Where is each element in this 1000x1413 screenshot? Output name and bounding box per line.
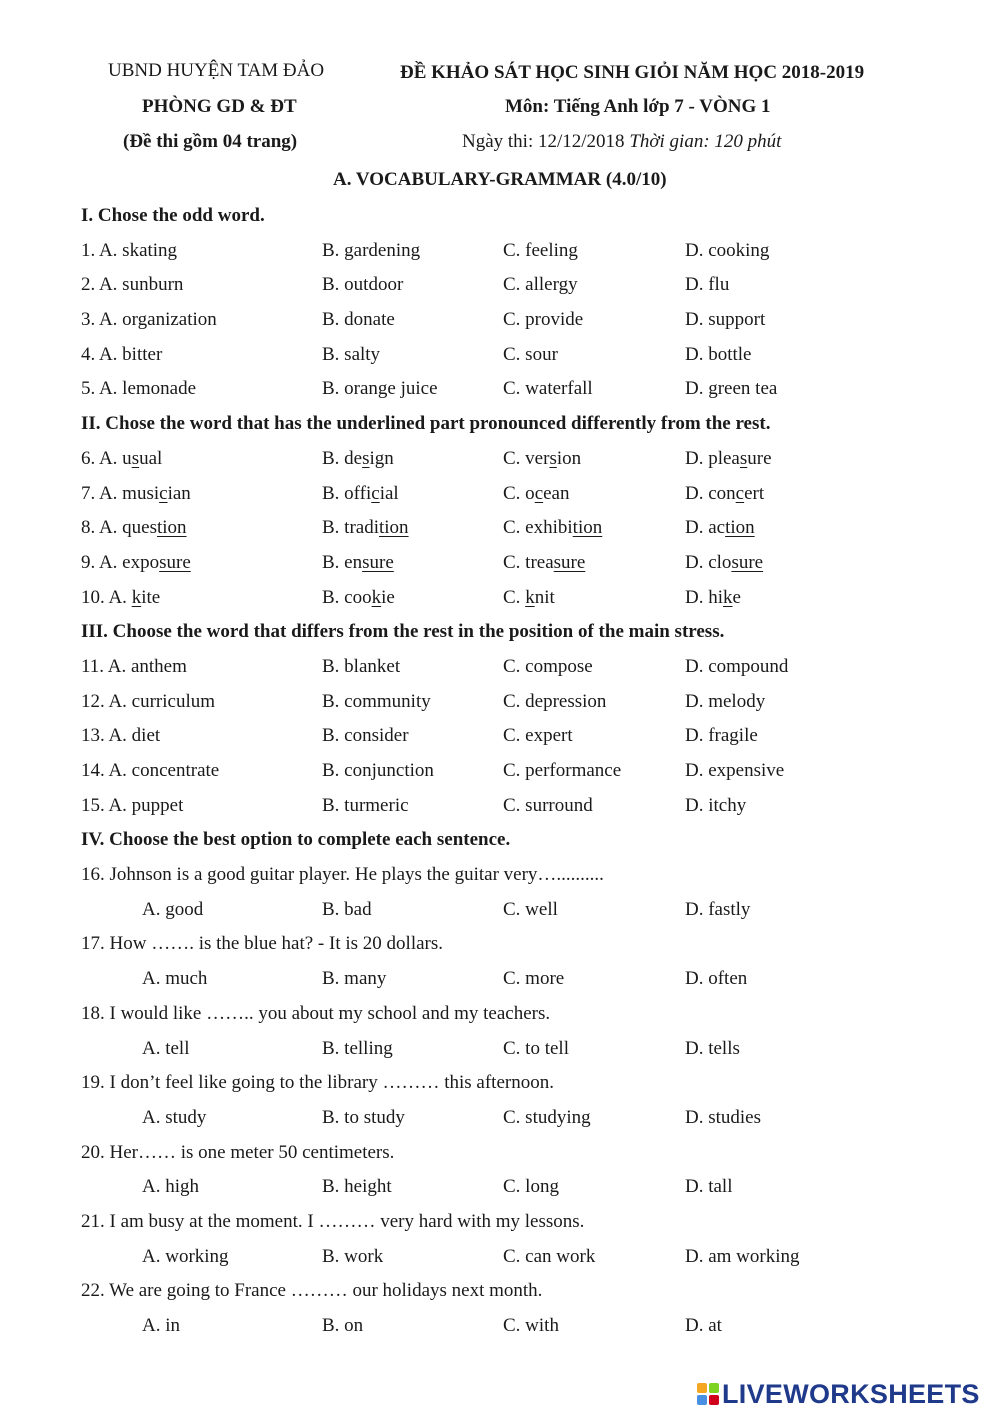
answer-option[interactable] <box>322 650 400 685</box>
option-text: C. expert <box>503 725 573 747</box>
option-text: 3. A. organization <box>81 309 217 331</box>
question-options-row <box>81 372 961 407</box>
question-options-row <box>81 546 961 581</box>
answer-option[interactable] <box>685 719 758 754</box>
answer-option[interactable] <box>142 1032 190 1067</box>
option-text: B. conjunction <box>322 760 434 781</box>
answer-option[interactable] <box>81 685 215 720</box>
answer-option[interactable] <box>322 1101 405 1136</box>
answer-option[interactable] <box>503 1309 559 1344</box>
answer-option[interactable] <box>685 1240 800 1275</box>
option-text: D. support <box>685 309 766 331</box>
question-options-row <box>81 893 961 928</box>
answer-option[interactable] <box>685 442 772 477</box>
answer-option[interactable] <box>503 303 583 338</box>
option-text: 10. A. <box>81 586 132 608</box>
answer-option[interactable] <box>685 685 765 720</box>
answer-option[interactable] <box>81 546 191 581</box>
answer-option[interactable] <box>81 372 196 407</box>
answer-option[interactable] <box>322 789 409 824</box>
question-stem: 18. I would like …….. you about my school and my teachers. <box>81 1002 551 1024</box>
option-text: e <box>732 586 741 608</box>
answer-option[interactable] <box>142 1101 206 1136</box>
section-title: I. Chose the odd word. <box>81 205 265 226</box>
question-options-row <box>81 1101 961 1136</box>
option-text: 2. A. sunburn <box>81 274 184 296</box>
underlined-part: c <box>371 482 380 504</box>
option-text: 15. A. puppet <box>81 794 184 816</box>
answer-option[interactable] <box>322 268 403 303</box>
answer-option[interactable] <box>81 303 217 338</box>
exam-subject: Môn: Tiếng Anh lớp 7 - VÒNG 1 <box>505 96 771 117</box>
option-text: B. bad <box>322 898 372 920</box>
option-text: ite <box>141 586 161 608</box>
option-text: A. working <box>142 1245 229 1267</box>
underlined-part: k <box>371 586 382 608</box>
option-text: B. coo <box>322 586 372 608</box>
section-title: IV. Choose the best option to complete each sentence. <box>81 829 511 851</box>
answer-option[interactable] <box>685 1032 740 1067</box>
option-text: B. to study <box>322 1106 405 1128</box>
answer-option[interactable] <box>322 893 372 928</box>
underlined-part: s <box>739 447 748 469</box>
answer-option[interactable] <box>685 303 765 338</box>
answer-option[interactable] <box>503 1032 569 1067</box>
answer-option[interactable] <box>503 962 564 997</box>
underlined-part: c <box>735 482 745 504</box>
answer-option[interactable] <box>503 1240 595 1275</box>
answer-option[interactable] <box>322 234 420 269</box>
option-text: 14. A. concentrate <box>81 760 220 781</box>
option-text: A. tell <box>142 1037 190 1059</box>
underlined-part: tion <box>379 517 409 539</box>
answer-option[interactable] <box>685 372 777 407</box>
option-text: D. cooking <box>685 239 770 261</box>
section-a-title: A. VOCABULARY-GRAMMAR (4.0/10) <box>333 169 667 190</box>
underlined-part: tion <box>725 517 755 539</box>
option-text: A. high <box>142 1176 199 1198</box>
underlined-part: tion <box>572 517 603 539</box>
option-text: D. bottle <box>685 343 752 365</box>
answer-option[interactable] <box>503 546 585 581</box>
option-text: B. tradi <box>322 517 379 539</box>
option-text: 13. A. diet <box>81 725 161 747</box>
option-text: 8. A. ques <box>81 517 157 539</box>
question-options-row <box>81 754 961 789</box>
answer-option[interactable] <box>503 789 593 824</box>
liveworksheets-logo-icon <box>697 1383 719 1405</box>
question-stem: 21. I am busy at the moment. I ……… very hard with my lessons. <box>81 1210 585 1232</box>
answer-option[interactable] <box>685 581 741 616</box>
question-options-row <box>81 303 961 338</box>
option-text: C. compose <box>503 655 593 677</box>
answer-option[interactable] <box>503 581 555 616</box>
answer-option[interactable] <box>503 234 578 269</box>
option-text: D. clo <box>685 551 732 573</box>
underlined-part: k <box>723 586 733 608</box>
option-text: B. salty <box>322 343 381 365</box>
option-text: B. consider <box>322 725 409 747</box>
question-options-row <box>81 789 961 824</box>
exam-date-time <box>462 131 781 153</box>
option-text: B. offi <box>322 482 372 504</box>
question-options-row <box>81 234 961 269</box>
option-text: B. donate <box>322 309 395 331</box>
question-options-row <box>81 581 961 616</box>
exam-duration: Thời gian: 120 phút <box>629 131 782 152</box>
answer-option[interactable] <box>503 268 578 303</box>
question-options-row <box>81 338 961 373</box>
option-text: C. with <box>503 1315 559 1336</box>
question-stem: 20. Her…… is one meter 50 centimeters. <box>81 1141 395 1163</box>
section-title: II. Chose the word that has the underlined part pronounced differently from the rest. <box>81 413 771 435</box>
answer-option[interactable] <box>685 1170 733 1205</box>
option-text: B. on <box>322 1315 364 1336</box>
answer-option[interactable] <box>81 650 187 685</box>
answer-option[interactable] <box>322 1309 363 1344</box>
option-text: ion <box>556 447 582 469</box>
option-text: D. tells <box>685 1037 740 1059</box>
answer-option[interactable] <box>322 477 399 512</box>
option-text: 9. A. expo <box>81 551 160 573</box>
option-text: C. provide <box>503 309 584 331</box>
answer-option[interactable] <box>322 338 380 373</box>
option-text: B. blanket <box>322 655 401 677</box>
option-text: B. gardening <box>322 239 421 261</box>
answer-option[interactable] <box>503 893 558 928</box>
answer-option[interactable] <box>322 442 394 477</box>
option-text: A. good <box>142 898 204 920</box>
option-text: C. can work <box>503 1245 596 1267</box>
question-options-row <box>81 1032 961 1067</box>
option-text: C. <box>503 586 526 608</box>
header-page-count: (Đề thi gồm 04 trang) <box>123 131 298 152</box>
question-stem: 19. I don’t feel like going to the library ……… this afternoon. <box>81 1072 554 1094</box>
option-text: D. fragile <box>685 725 758 747</box>
option-text: C. surround <box>503 794 593 816</box>
answer-option[interactable] <box>142 962 207 997</box>
answer-option[interactable] <box>322 1240 383 1275</box>
underlined-part: k <box>131 586 142 608</box>
option-text: 7. A. musi <box>81 482 160 504</box>
option-text: D. itchy <box>685 794 747 816</box>
option-text: C. allergy <box>503 274 578 296</box>
option-text: A. much <box>142 968 208 990</box>
option-text: B. outdoor <box>322 274 404 296</box>
option-text: ual <box>139 447 163 469</box>
option-text: C. depression <box>503 690 607 712</box>
answer-option[interactable] <box>685 234 769 269</box>
option-text: C. exhibi <box>503 517 573 539</box>
answer-option[interactable] <box>685 893 750 928</box>
option-text: D. am working <box>685 1245 800 1267</box>
option-text: ean <box>543 482 570 504</box>
option-text: D. ac <box>685 517 726 539</box>
answer-option[interactable] <box>81 719 160 754</box>
underlined-part: c <box>534 482 544 504</box>
exam-date: Ngày thi: 12/12/2018 <box>462 131 630 152</box>
option-text: C. waterfall <box>503 378 593 400</box>
option-text: D. melody <box>685 690 766 712</box>
answer-option[interactable] <box>503 650 593 685</box>
option-text: C. o <box>503 482 535 504</box>
question-options-row <box>81 962 961 997</box>
option-text: B. en <box>322 551 363 573</box>
option-text: C. studying <box>503 1106 591 1128</box>
option-text: B. many <box>322 968 387 990</box>
option-text: D. fastly <box>685 898 751 920</box>
question-stem: 17. How ……. is the blue hat? - It is 20 dollars. <box>81 933 444 955</box>
option-text: C. sour <box>503 343 558 365</box>
option-text: D. at <box>685 1315 722 1336</box>
option-text: C. performance <box>503 760 622 781</box>
option-text: ure <box>747 447 772 469</box>
question-options-row <box>81 719 961 754</box>
option-text: C. feeling <box>503 239 578 261</box>
answer-option[interactable] <box>503 754 621 789</box>
option-text: D. con <box>685 482 736 504</box>
answer-option[interactable] <box>685 1309 722 1344</box>
answer-option[interactable] <box>685 546 763 581</box>
underlined-part: sure <box>553 551 586 573</box>
question-options-row <box>81 477 961 512</box>
option-text: A. in <box>142 1315 180 1336</box>
question-options-row <box>81 1240 961 1275</box>
answer-option[interactable] <box>142 1240 229 1275</box>
question-options-row <box>81 650 961 685</box>
underlined-part: s <box>362 447 370 469</box>
answer-option[interactable] <box>81 754 219 789</box>
option-text: B. telling <box>322 1037 393 1059</box>
option-text: nit <box>534 586 555 608</box>
answer-option[interactable] <box>322 1032 393 1067</box>
answer-option[interactable] <box>322 303 395 338</box>
answer-option[interactable] <box>81 511 187 546</box>
option-text: A. study <box>142 1106 207 1128</box>
underlined-part: tion <box>157 517 187 539</box>
answer-option[interactable] <box>685 650 788 685</box>
question-stem: 22. We are going to France ……… our holidays next month. <box>81 1280 543 1302</box>
answer-option[interactable] <box>81 268 183 303</box>
option-text: C. long <box>503 1176 559 1198</box>
option-text: 5. A. lemonade <box>81 378 197 400</box>
answer-option[interactable] <box>81 581 160 616</box>
option-text: ial <box>379 482 399 504</box>
underlined-part: s <box>131 447 140 469</box>
option-text: D. green tea <box>685 378 778 400</box>
option-text: 11. A. anthem <box>81 655 187 677</box>
answer-option[interactable] <box>503 685 606 720</box>
option-text: C. more <box>503 968 565 990</box>
answer-option[interactable] <box>322 1170 392 1205</box>
answer-option[interactable] <box>503 372 593 407</box>
option-text: D. expensive <box>685 760 785 781</box>
option-text: D. flu <box>685 274 730 296</box>
question-options-row <box>81 268 961 303</box>
answer-option[interactable] <box>503 477 570 512</box>
answer-option[interactable] <box>81 338 162 373</box>
option-text: C. well <box>503 898 558 920</box>
option-text: D. tall <box>685 1176 733 1198</box>
answer-option[interactable] <box>322 962 386 997</box>
option-text: D. compound <box>685 655 789 677</box>
question-options-row <box>81 442 961 477</box>
option-text: D. plea <box>685 447 740 469</box>
question-stem: 16. Johnson is a good guitar player. He plays the guitar very….......... <box>81 864 604 886</box>
answer-option[interactable] <box>503 338 558 373</box>
option-text: B. work <box>322 1245 384 1267</box>
answer-option[interactable] <box>685 962 747 997</box>
underlined-part: s <box>549 447 557 469</box>
option-text: D. often <box>685 968 748 990</box>
answer-option[interactable] <box>685 477 764 512</box>
watermark-text: LIVEWORKSHEETS <box>722 1378 980 1409</box>
liveworksheets-watermark <box>697 1377 980 1411</box>
option-text: B. orange juice <box>322 378 438 400</box>
option-text: C. trea <box>503 551 554 573</box>
question-options-row <box>81 511 961 546</box>
underlined-part: sure <box>159 551 191 573</box>
answer-option[interactable] <box>322 581 395 616</box>
answer-option[interactable] <box>81 442 162 477</box>
option-text: D. hi <box>685 586 723 608</box>
option-text: D. studies <box>685 1106 761 1128</box>
exam-title: ĐỀ KHẢO SÁT HỌC SINH GIỎI NĂM HỌC 2018-2019 <box>400 62 865 83</box>
answer-option[interactable] <box>685 1101 761 1136</box>
option-text: 6. A. u <box>81 447 132 469</box>
question-options-row <box>81 1170 961 1205</box>
option-text: 1. A. skating <box>81 239 178 261</box>
answer-option[interactable] <box>81 789 183 824</box>
answer-option[interactable] <box>685 268 729 303</box>
underlined-part: c <box>159 482 168 504</box>
option-text: B. turmeric <box>322 794 409 816</box>
answer-option[interactable] <box>503 1170 559 1205</box>
header-district: UBND HUYỆN TAM ĐẢO <box>108 60 325 81</box>
question-options-row <box>81 1309 961 1344</box>
answer-option[interactable] <box>142 1170 199 1205</box>
underlined-part: sure <box>362 551 394 573</box>
option-text: C. ver <box>503 447 550 469</box>
option-text: 12. A. curriculum <box>81 690 216 712</box>
option-text: B. de <box>322 447 363 469</box>
option-text: 4. A. bitter <box>81 343 163 365</box>
section-title: III. Choose the word that differs from the rest in the position of the main stress. <box>81 621 725 643</box>
underlined-part: k <box>525 586 535 608</box>
answer-option[interactable] <box>142 1309 180 1344</box>
answer-option[interactable] <box>503 1101 591 1136</box>
answer-option[interactable] <box>81 234 177 269</box>
answer-option[interactable] <box>503 719 573 754</box>
option-text: B. community <box>322 690 431 712</box>
header-department: PHÒNG GD & ĐT <box>142 96 297 117</box>
answer-option[interactable] <box>322 372 438 407</box>
exam-content <box>81 199 961 1344</box>
answer-option[interactable] <box>685 789 746 824</box>
answer-option[interactable] <box>322 685 431 720</box>
option-text: C. to tell <box>503 1037 569 1059</box>
answer-option[interactable] <box>685 511 755 546</box>
answer-option[interactable] <box>81 477 191 512</box>
answer-option[interactable] <box>142 893 203 928</box>
option-text: ie <box>381 586 395 608</box>
answer-option[interactable] <box>322 719 409 754</box>
answer-option[interactable] <box>322 754 434 789</box>
answer-option[interactable] <box>322 546 394 581</box>
answer-option[interactable] <box>685 338 752 373</box>
option-text: B. height <box>322 1176 392 1198</box>
answer-option[interactable] <box>503 511 602 546</box>
option-text: ert <box>744 482 765 504</box>
answer-option[interactable] <box>685 754 784 789</box>
question-options-row <box>81 685 961 720</box>
answer-option[interactable] <box>322 511 409 546</box>
underlined-part: sure <box>731 551 764 573</box>
option-text: ian <box>167 482 191 504</box>
option-text: ign <box>369 447 394 469</box>
answer-option[interactable] <box>503 442 581 477</box>
